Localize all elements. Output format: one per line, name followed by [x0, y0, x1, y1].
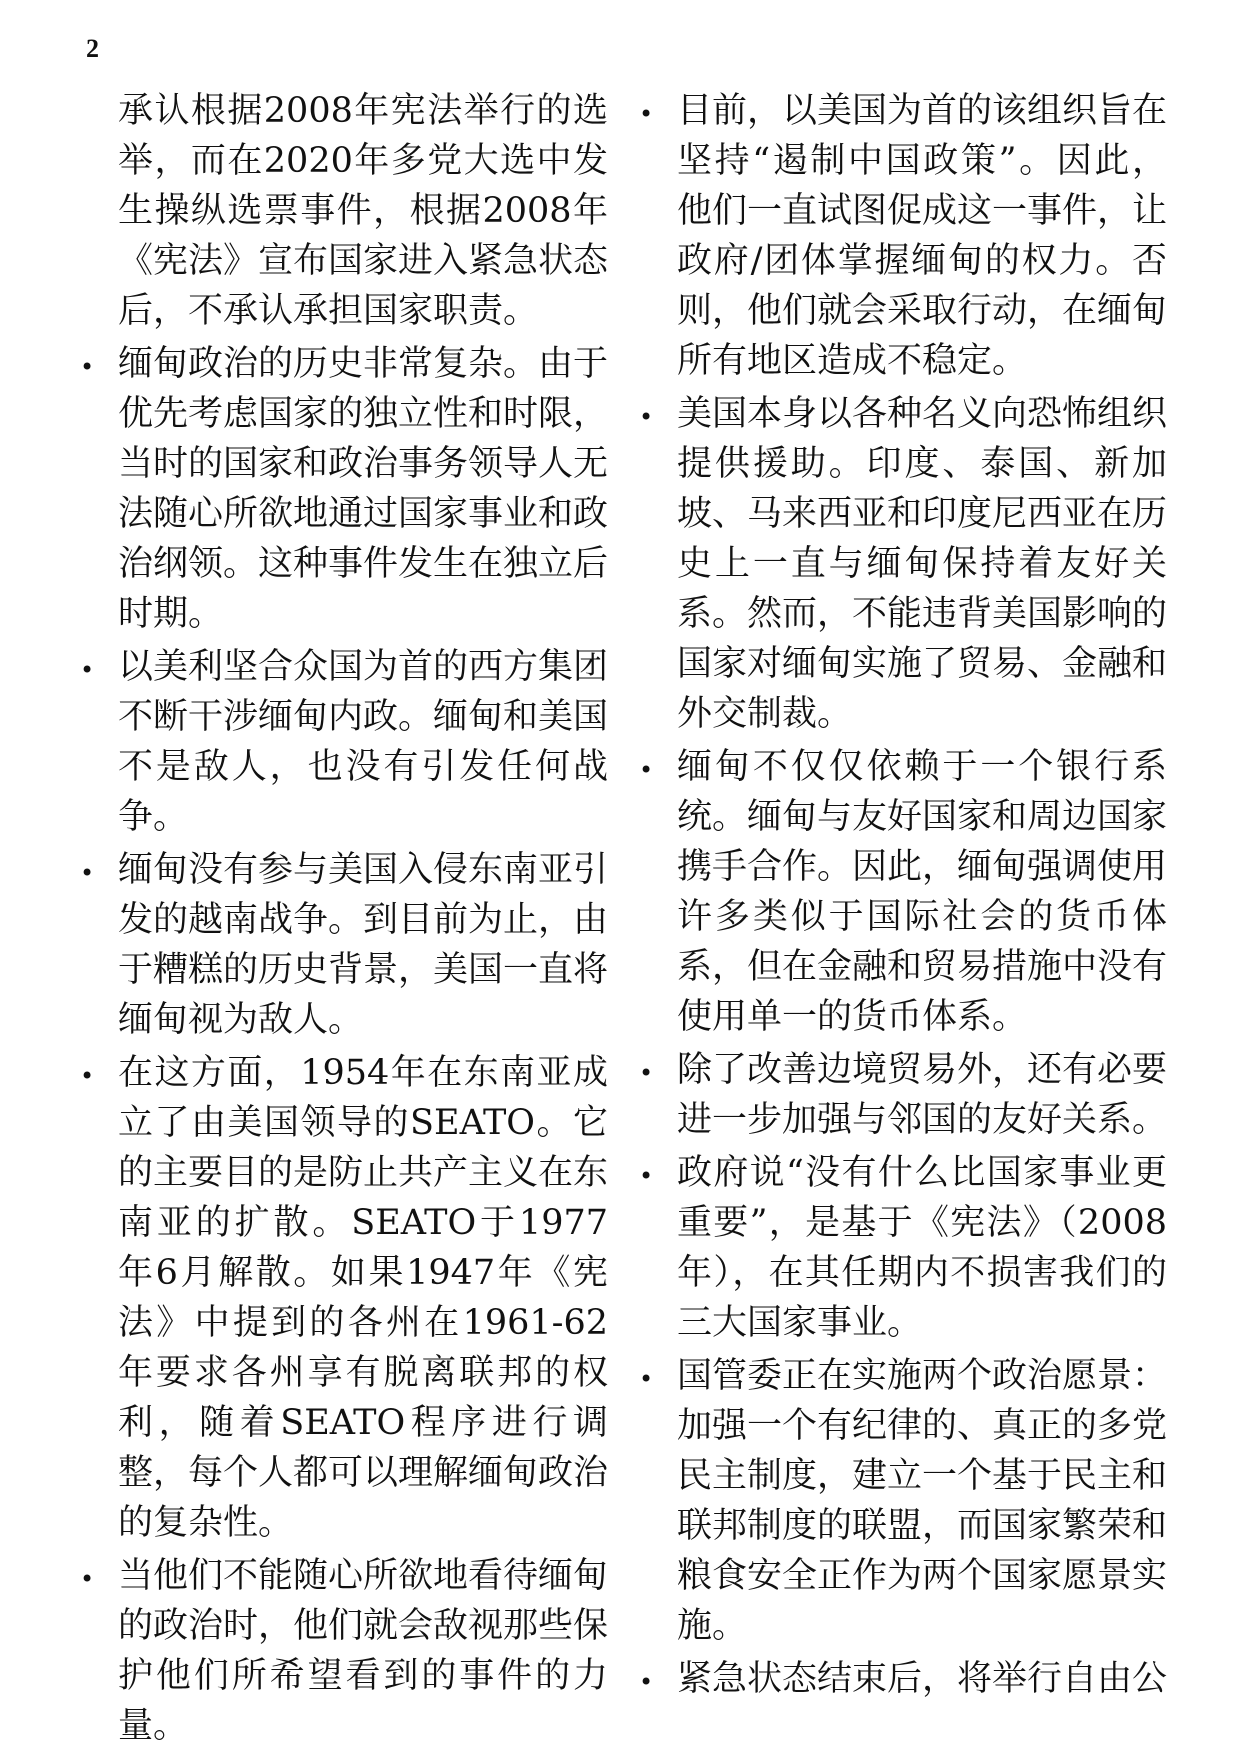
bullet-paragraph: • 目前，以美国为首的该组织旨在坚持“遏制中国政策”。因此，他们一直试图促成这一事件，让政府/团体掌握缅甸的权力。否则，他们就会采取行动，在缅甸所有地区造成不稳定。	[677, 86, 1167, 386]
bullet-paragraph: • 在这方面，1954年在东南亚成立了由美国领导的SEATO。它的主要目的是防止共产主义在东南亚的扩散。SEATO于1977年6月解散。如果1947年《宪法》中提到的各州在1961-62年要求各州享有脱离联邦的权利，随着SEATO程序进行调整，每个人都可以理解缅甸政治的复杂性。	[118, 1048, 608, 1548]
bullet-paragraph: • 缅甸不仅仅依赖于一个银行系统。缅甸与友好国家和周边国家携手合作。因此，缅甸强调使用许多类似于国际社会的货币体系，但在金融和贸易措施中没有使用单一的货币体系。	[677, 742, 1167, 1042]
paragraph: 承认根据2008年宪法举行的选举，而在2020年多党大选中发生操纵选票事件，根据2008年《宪法》宣布国家进入紧急状态后，不承认承担国家职责。	[118, 91, 609, 331]
left-column	[118, 86, 608, 1754]
bullet-paragraph: • 除了改善边境贸易外，还有必要进一步加强与邻国的友好关系。	[677, 1045, 1167, 1145]
bullet-paragraph: • 缅甸没有参与美国入侵东南亚引发的越南战争。到目前为止，由于糟糕的历史背景，美国一直将缅甸视为敌人。	[118, 845, 608, 1045]
right-column	[677, 86, 1167, 1707]
bullet-paragraph: • 紧急状态结束后，将举行自由公	[677, 1654, 1167, 1704]
bullet-paragraph: • 政府说“没有什么比国家事业更重要”，是基于《宪法》（2008年），在其任期内不损害我们的三大国家事业。	[677, 1148, 1167, 1348]
page-number: 2	[86, 34, 99, 63]
bullet-paragraph: • 当他们不能随心所欲地看待缅甸的政治时，他们就会敌视那些保护他们所希望看到的事件的力量。	[118, 1551, 608, 1751]
bullet-paragraph: • 缅甸政治的历史非常复杂。由于优先考虑国家的独立性和时限，当时的国家和政治事务领导人无法随心所欲地通过国家事业和政治纲领。这种事件发生在独立后时期。	[118, 339, 608, 639]
bullet-paragraph: • 美国本身以各种名义向恐怖组织提供援助。印度、泰国、新加坡、马来西亚和印度尼西亚在历史上一直与缅甸保持着友好关系。然而，不能违背美国影响的国家对缅甸实施了贸易、金融和外交制裁。	[677, 389, 1167, 739]
bullet-paragraph: • 国管委正在实施两个政治愿景：加强一个有纪律的、真正的多党民主制度，建立一个基于民主和联邦制度的联盟，而国家繁荣和粮食安全正作为两个国家愿景实施。	[677, 1351, 1167, 1651]
bullet-paragraph: • 以美利坚合众国为首的西方集团不断干涉缅甸内政。缅甸和美国不是敌人，也没有引发任何战争。	[118, 642, 608, 842]
